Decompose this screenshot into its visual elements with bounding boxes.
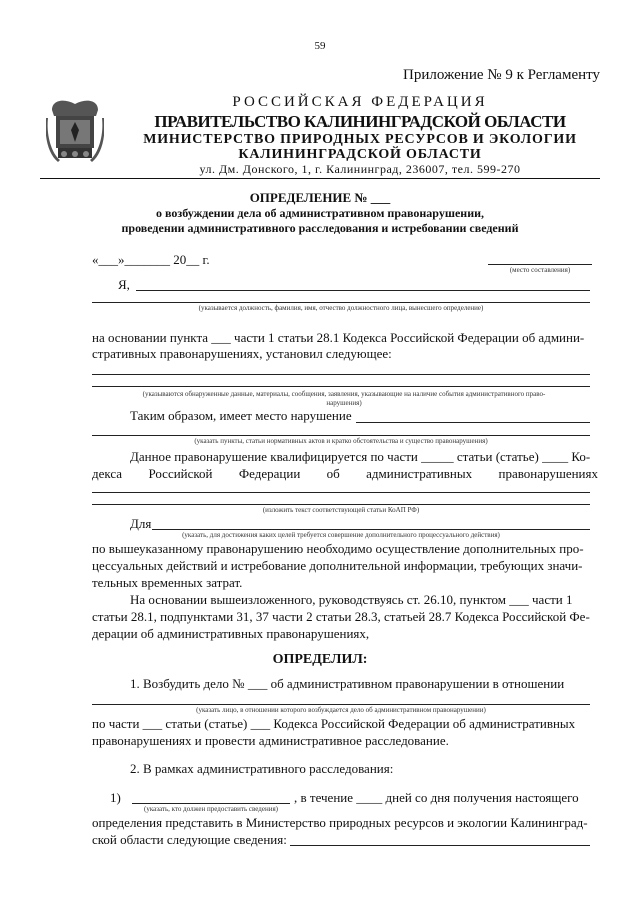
qualification-line-2 bbox=[92, 466, 598, 482]
place-hint: (место составления) bbox=[509, 266, 571, 274]
determined-heading: ОПРЕДЕЛИЛ: bbox=[272, 652, 368, 667]
provider-field-line[interactable] bbox=[132, 803, 290, 804]
base-line-1: На основании вышеизложенного, руководствуясь ст. 26.10, пунктом ___ части 1 bbox=[130, 592, 573, 607]
qual-word: декса bbox=[92, 466, 123, 481]
official-hint: (указывается должность, фамилия, имя, отчество должностного лица, вынесшего определение) bbox=[198, 304, 484, 312]
violation-field-line[interactable] bbox=[356, 422, 590, 423]
person-hint: (указать лицо, в отношении которого возбуждается дело об административном правонарушении) bbox=[196, 706, 486, 714]
document-subtitle-1: о возбуждении дела об административном правонарушении, bbox=[155, 206, 485, 220]
basis-line-2: стративных правонарушениях, установил следующее: bbox=[92, 346, 392, 361]
place-field-line[interactable] bbox=[488, 264, 592, 265]
qual-word: Федерации bbox=[238, 466, 301, 481]
item-2-1-text: , в течение ____ дней со дня получения настоящего bbox=[294, 790, 579, 805]
materials-hint-2: нарушения) bbox=[326, 399, 362, 407]
violation-field-line-2[interactable] bbox=[92, 435, 590, 436]
coat-of-arms-emblem bbox=[46, 96, 104, 166]
document-subtitle-2: проведении административного расследования и истребовании сведений bbox=[121, 221, 519, 235]
header-ministry: МИНИСТЕРСТВО ПРИРОДНЫХ РЕСУРСОВ И ЭКОЛОГИИ bbox=[143, 132, 577, 147]
purpose-field-line[interactable] bbox=[152, 529, 590, 530]
item-2: 2. В рамках административного расследования: bbox=[130, 761, 394, 776]
materials-hint-1: (указываются обнаруженные данные, материалы, сообщения, заявления, указывающие на наличие события административного право- bbox=[142, 390, 546, 398]
document-title: ОПРЕДЕЛЕНИЕ № ___ bbox=[249, 190, 391, 205]
basis-line-1: на основании пункта ___ части 1 статьи 28.1 Кодекса Российской Федерации об админи- bbox=[92, 330, 585, 345]
date-field[interactable]: «___»_______ 20__ г. bbox=[92, 252, 210, 267]
appendix-label: Приложение № 9 к Регламенту bbox=[403, 67, 600, 83]
header-address: ул. Дм. Донского, 1, г. Калининград, 236007, тел. 599-270 bbox=[199, 162, 521, 176]
purpose-hint: (указать, для достижения каких целей требуется совершение дополнительного процессуального действия) bbox=[182, 531, 500, 539]
item-1-line: 1. Возбудить дело № ___ об административном правонарушении в отношении bbox=[130, 676, 565, 691]
need-line-3: тельных временных затрат. bbox=[92, 575, 243, 590]
koap-field-line-2[interactable] bbox=[92, 504, 590, 505]
violation-label: Таким образом, имеет место нарушение bbox=[130, 408, 352, 423]
need-line-2: цессуальных действий и истребование дополнительной информации, требующих значи- bbox=[92, 558, 583, 573]
qual-word: правонарушениях bbox=[498, 466, 598, 481]
info-field-line[interactable] bbox=[290, 845, 590, 846]
header-divider bbox=[40, 178, 600, 179]
materials-field-line-1[interactable] bbox=[92, 374, 590, 375]
ya-label: Я, bbox=[118, 277, 130, 292]
page-number: 59 bbox=[314, 40, 326, 52]
item-2-1-cont-2: ской области следующие сведения: bbox=[92, 832, 287, 847]
provider-hint: (указать, кто должен предоставить сведения) bbox=[143, 805, 278, 813]
header-country: РОССИЙСКАЯ ФЕДЕРАЦИЯ bbox=[232, 94, 488, 110]
base-line-3: дерации об административных правонарушениях, bbox=[92, 626, 370, 641]
official-field-line[interactable] bbox=[136, 290, 590, 291]
base-line-2: статьи 28.1, подпунктами 31, 37 части 2 статьи 28.3, статьей 28.7 Кодекса Российской Фе- bbox=[92, 609, 590, 624]
qual-word: об bbox=[326, 466, 340, 481]
need-line-1: по вышеуказанному правонарушению необходимо осуществление дополнительных про- bbox=[92, 541, 584, 556]
qual-word: административных bbox=[366, 466, 473, 481]
official-field-line-2[interactable] bbox=[92, 302, 590, 303]
points-hint: (указать пункты, статьи нормативных актов и кратко обстоятельства и существо правонарушения) bbox=[194, 437, 488, 445]
item-1-cont-2: правонарушениях и провести административное расследование. bbox=[92, 733, 449, 748]
header-region: КАЛИНИНГРАДСКОЙ ОБЛАСТИ bbox=[238, 147, 482, 162]
purpose-label: Для bbox=[130, 516, 152, 531]
materials-field-line-2[interactable] bbox=[92, 386, 590, 387]
qualification-line-1: Данное правонарушение квалифицируется по части _____ статьи (статье) ____ Ко- bbox=[130, 449, 591, 464]
koap-hint: (изложить текст соответствующей статьи КоАП РФ) bbox=[262, 506, 420, 514]
qual-word: Российской bbox=[148, 466, 213, 481]
header-government: ПРАВИТЕЛЬСТВО КАЛИНИНГРАДСКОЙ ОБЛАСТИ bbox=[154, 112, 566, 131]
item-2-1-number: 1) bbox=[110, 790, 121, 805]
koap-field-line-1[interactable] bbox=[92, 492, 590, 493]
person-field-line[interactable] bbox=[92, 704, 590, 705]
item-1-cont-1: по части ___ статьи (статье) ___ Кодекса Российской Федерации об административных bbox=[92, 716, 576, 731]
item-2-1-cont-1: определения представить в Министерство природных ресурсов и экологии Калининград- bbox=[92, 815, 588, 830]
